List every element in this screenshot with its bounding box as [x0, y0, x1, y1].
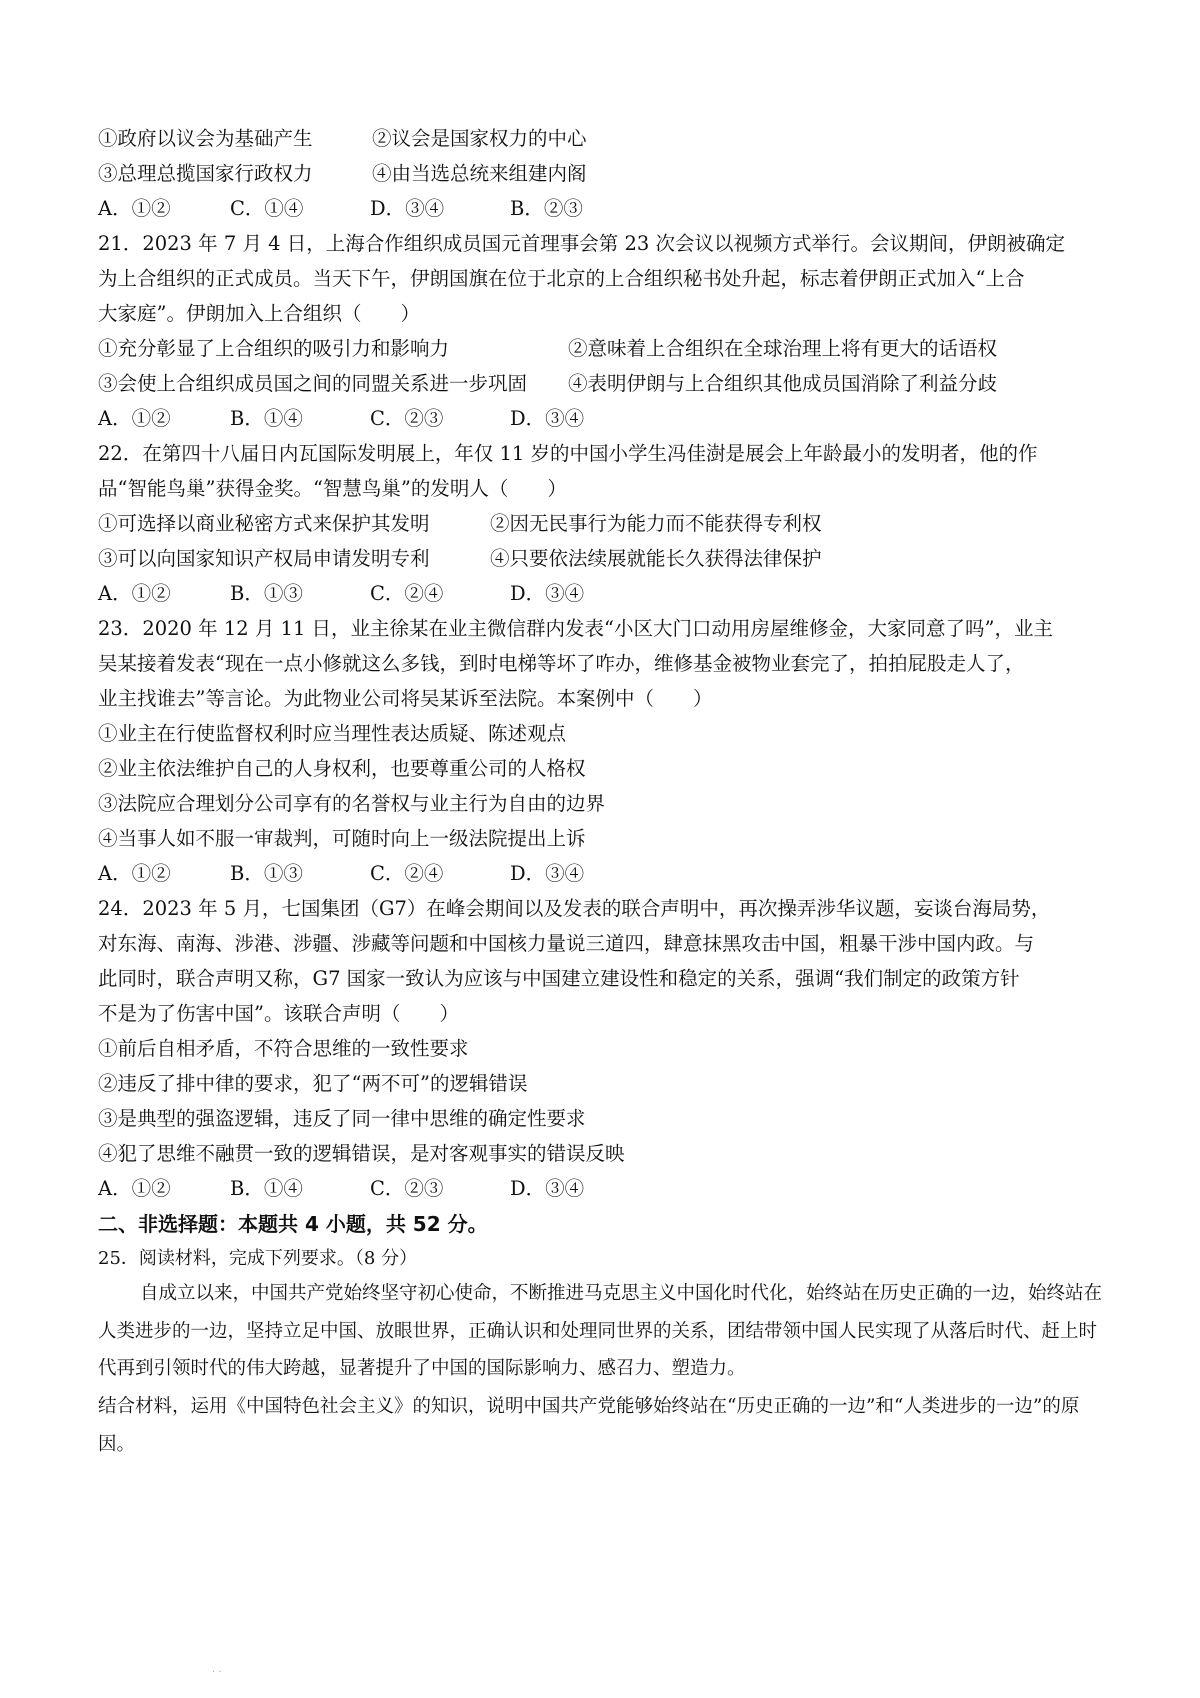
q23-answer-c: C．②④: [370, 862, 444, 885]
q20-answer-d: D．③④: [370, 197, 445, 220]
q21-stem-line-1: 21．2023 年 7 月 4 日，上海合作组织成员国元首理事会第 23 次会议以视频方式举行。会议期间，伊朗被确定: [98, 232, 1065, 255]
q23-option-4: ④当事人如不服一审裁判，可随时向上一级法院提出上诉: [98, 827, 586, 850]
q20-option-3: ③总理总揽国家行政权力: [98, 162, 313, 185]
q20-option-1: ①政府以议会为基础产生: [98, 127, 313, 150]
q23-option-3: ③法院应合理划分公司享有的名誉权与业主行为自由的边界: [98, 792, 606, 815]
q24-option-2: ②违反了排中律的要求，犯了“两不可”的逻辑错误: [98, 1072, 528, 1095]
q22-option-3: ③可以向国家知识产权局申请发明专利: [98, 547, 430, 570]
q23-option-1: ①业主在行使监督权利时应当理性表达质疑、陈述观点: [98, 722, 567, 745]
q23-option-2: ②业主依法维护自己的人身权利，也要尊重公司的人格权: [98, 757, 586, 780]
q21-answer-c: C．②③: [370, 407, 444, 430]
q24-answer-a: A．①②: [98, 1177, 171, 1200]
section-heading: 二、非选择题：本题共 4 小题，共 52 分。: [98, 1212, 488, 1236]
q25-material-text: 自成立以来，中国共产党始终坚守初心使命，不断推进马克思主义中国化时代化，始终站在历史正确的一边，始终站在人类进步的一边，坚持立足中国、放眼世界，正确认识和处理同世界的关系，团结带领中国人民实现了从落后时代、赶上时代再到引领时代的伟大跨越，显著提升了中国的国际影响力、感召力、塑造力。: [98, 1283, 1103, 1379]
q21-option-4: ④表明伊朗与上合组织其他成员国消除了利益分歧: [568, 372, 998, 395]
q24-option-4: ④犯了思维不融贯一致的逻辑错误，是对客观事实的错误反映: [98, 1142, 625, 1165]
footer-marks: · ·: [212, 1667, 222, 1678]
q21-answer-a: A．①②: [98, 407, 171, 430]
q24-stem-line-3: 此同时，联合声明又称，G7 国家一致认为应该与中国建立建设性和稳定的关系，强调“我们制定的政策方针: [98, 967, 1020, 990]
q22-option-4: ④只要依法续展就能长久获得法律保护: [490, 547, 822, 570]
q20-option-2: ②议会是国家权力的中心: [372, 127, 587, 150]
q21-answer-d: D．③④: [510, 407, 585, 430]
q24-answer-d: D．③④: [510, 1177, 585, 1200]
q24-answer-c: C．②③: [370, 1177, 444, 1200]
q24-stem-line-4: 不是为了伤害中国”。该联合声明（ ）: [98, 1002, 459, 1025]
q20-answer-b: B．②③: [510, 197, 583, 220]
q23-answer-a: A．①②: [98, 862, 171, 885]
q21-option-3: ③会使上合组织成员国之间的同盟关系进一步巩固: [98, 372, 528, 395]
q24-option-1: ①前后自相矛盾，不符合思维的一致性要求: [98, 1037, 469, 1060]
q22-stem-line-2: 品“智能鸟巢”获得金奖。“智慧鸟巢”的发明人（ ）: [98, 477, 567, 500]
q23-stem-line-1: 23．2020 年 12 月 11 日，业主徐某在业主微信群内发表“小区大门口动用房屋维修金，大家同意了吗”，业主: [98, 617, 1053, 640]
q22-answer-a: A．①②: [98, 582, 171, 605]
q22-answer-c: C．②④: [370, 582, 444, 605]
q21-stem-line-3: 大家庭”。伊朗加入上合组织（ ）: [98, 302, 420, 325]
q23-answer-b: B．①③: [230, 862, 303, 885]
q20-answer-a: A．①②: [98, 197, 171, 220]
q23-stem-line-2: 吴某接着发表“现在一点小修就这么多钱，到时电梯等坏了咋办，维修基金被物业套完了，拍拍屁股走人了，: [98, 652, 1025, 675]
q22-answer-d: D．③④: [510, 582, 585, 605]
q22-option-1: ①可选择以商业秘密方式来保护其发明: [98, 512, 430, 535]
q24-stem-line-1: 24．2023 年 5 月，七国集团（G7）在峰会期间以及发表的联合声明中，再次操弄涉华议题，妄谈台海局势，: [98, 897, 1051, 920]
q21-option-1: ①充分彰显了上合组织的吸引力和影响力: [98, 337, 450, 360]
q25-heading: 25．阅读材料，完成下列要求。（8 分）: [98, 1248, 418, 1269]
q22-option-2: ②因无民事行为能力而不能获得专利权: [490, 512, 822, 535]
q24-answer-b: B．①④: [230, 1177, 303, 1200]
q21-stem-line-2: 为上合组织的正式成员。当天下午，伊朗国旗在位于北京的上合组织秘书处升起，标志着伊朗正式加入“上合: [98, 267, 1025, 290]
q22-stem-line-1: 22．在第四十八届日内瓦国际发明展上，年仅 11 岁的中国小学生冯佳澍是展会上年龄最小的发明者，他的作: [98, 442, 1038, 465]
q20-option-4: ④由当选总统来组建内阁: [372, 162, 587, 185]
q21-option-2: ②意味着上合组织在全球治理上将有更大的话语权: [568, 337, 998, 360]
q22-answer-b: B．①③: [230, 582, 303, 605]
q20-answer-c: C．①④: [230, 197, 304, 220]
q25-question: 结合材料，运用《中国特色社会主义》的知识，说明中国共产党能够始终站在“历史正确的一边”和“人类进步的一边”的原因。: [98, 1396, 1080, 1455]
q21-answer-b: B．①④: [230, 407, 303, 430]
q23-answer-d: D．③④: [510, 862, 585, 885]
q24-stem-line-2: 对东海、南海、涉港、涉疆、涉藏等问题和中国核力量说三道四，肆意抹黑攻击中国，粗暴干涉中国内政。与: [98, 932, 1035, 955]
q23-stem-line-3: 业主找谁去”等言论。为此物业公司将吴某诉至法院。本案例中（ ）: [98, 687, 713, 710]
q24-option-3: ③是典型的强盗逻辑，违反了同一律中思维的确定性要求: [98, 1107, 586, 1130]
q25-material: [98, 1275, 1114, 1388]
